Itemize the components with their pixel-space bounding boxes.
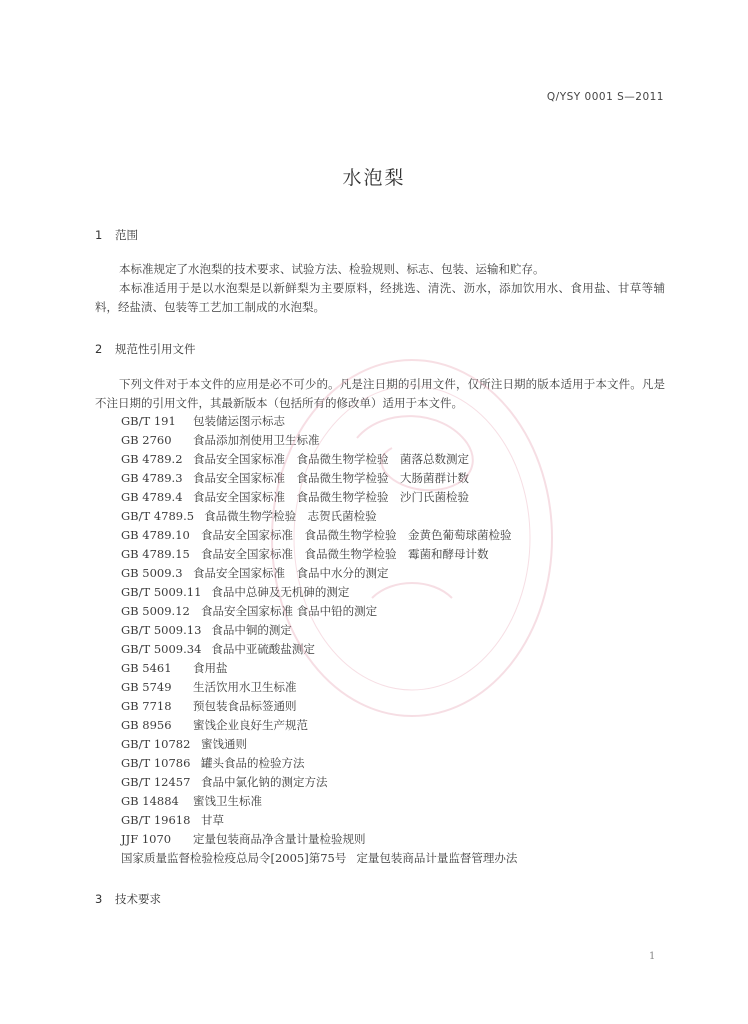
reference-code: GB 5461 (121, 661, 172, 675)
reference-code: GB/T 5009.11 (121, 585, 202, 599)
reference-name: 食品中氯化钠的测定方法 (201, 775, 328, 789)
section-number: 1 (95, 228, 103, 242)
reference-name: 食品安全国家标准 食品微生物学检验 沙门氏菌检验 (193, 490, 469, 504)
reference-code: GB 2760 (121, 433, 172, 447)
section-2-heading (95, 341, 196, 357)
reference-item (121, 621, 681, 640)
reference-name: 生活饮用水卫生标准 (193, 680, 297, 694)
reference-item (121, 811, 681, 830)
reference-name: 罐头食品的检验方法 (201, 756, 305, 770)
reference-item (121, 678, 681, 697)
section-title: 技术要求 (115, 892, 161, 906)
reference-item (121, 602, 681, 621)
reference-code: GB 5749 (121, 680, 172, 694)
reference-name: 食品安全国家标准 食品微生物学检验 大肠菌群计数 (193, 471, 469, 485)
reference-name: 蜜饯企业良好生产规范 (193, 718, 308, 732)
reference-item (121, 545, 681, 564)
reference-name: 食品中亚硫酸盐测定 (211, 642, 315, 656)
reference-code: GB/T 5009.13 (121, 623, 202, 637)
reference-code: GB 5009.12 (121, 604, 190, 618)
reference-name: 食品安全国家标准 食品微生物学检验 霉菌和酵母计数 (201, 547, 489, 561)
reference-name: 食品安全国家标准 食品中水分的测定 (193, 566, 389, 580)
reference-code: GB/T 19618 (121, 813, 191, 827)
reference-name: 食品中总砷及无机砷的测定 (211, 585, 350, 599)
reference-name: 甘草 (201, 813, 224, 827)
reference-code: GB 4789.4 (121, 490, 183, 504)
reference-name: 预包装食品标签通则 (193, 699, 297, 713)
reference-item (121, 412, 681, 431)
reference-name: 食品安全国家标准 食品微生物学检验 菌落总数测定 (193, 452, 469, 466)
reference-item (121, 697, 681, 716)
reference-code: GB/T 4789.5 (121, 509, 195, 523)
reference-code: GB 5009.3 (121, 566, 183, 580)
reference-item (121, 735, 681, 754)
reference-item (121, 507, 681, 526)
reference-item (121, 640, 681, 659)
page-number: 1 (649, 951, 656, 962)
reference-item (121, 488, 681, 507)
reference-name: 食品中铜的测定 (211, 623, 292, 637)
reference-code: GB 4789.10 (121, 528, 190, 542)
reference-item (121, 431, 681, 450)
reference-name: 定量包装商品净含量计量检验规则 (193, 832, 366, 846)
reference-item (121, 830, 681, 849)
reference-item (121, 583, 681, 602)
reference-code: GB 4789.2 (121, 452, 183, 466)
reference-code: GB 4789.3 (121, 471, 183, 485)
reference-name: 食品添加剂使用卫生标准 (193, 433, 320, 447)
reference-name: 食用盐 (193, 661, 228, 675)
paragraph: 本标准适用于是以水泡梨是以新鲜梨为主要原料，经挑选、清洗、沥水，添加饮用水、食用盐、甘草等辅料，经盐渍、包装等工艺加工制成的水泡梨。 (95, 281, 665, 314)
reference-name: 食品安全国家标准 食品微生物学检验 金黄色葡萄球菌检验 (201, 528, 512, 542)
reference-item (121, 659, 681, 678)
reference-code: GB/T 10786 (121, 756, 191, 770)
reference-code: GB/T 12457 (121, 775, 191, 789)
reference-name: 食品微生物学检验 志贺氏菌检验 (204, 509, 377, 523)
reference-name: 蜜饯通则 (201, 737, 247, 751)
reference-item (121, 450, 681, 469)
section-3-heading (95, 891, 161, 907)
section-1-heading (95, 227, 138, 243)
reference-item (121, 773, 681, 792)
section-title: 范围 (115, 228, 138, 242)
reference-code: GB 14884 (121, 794, 179, 808)
reference-item (121, 849, 681, 868)
reference-item (121, 564, 681, 583)
reference-code: GB/T 10782 (121, 737, 191, 751)
reference-item (121, 754, 681, 773)
reference-code: GB/T 5009.34 (121, 642, 202, 656)
reference-list (121, 412, 681, 868)
paragraph: 下列文件对于本文件的应用是必不可少的。凡是注日期的引用文件，仅所注日期的版本适用于本文件。凡是不注日期的引用文件，其最新版本（包括所有的修改单）适用于本文件。 (95, 377, 665, 410)
reference-code: GB 4789.15 (121, 547, 190, 561)
reference-item (121, 792, 681, 811)
section-number: 2 (95, 342, 103, 356)
reference-item (121, 469, 681, 488)
paragraph: 本标准规定了水泡梨的技术要求、试验方法、检验规则、标志、包装、运输和贮存。 (119, 262, 545, 276)
reference-code: GB 7718 (121, 699, 172, 713)
section-title: 规范性引用文件 (115, 342, 196, 356)
reference-code: 国家质量监督检验检疫总局令[2005]第75号 (121, 851, 347, 865)
standard-code: Q/YSY 0001 S—2011 (546, 91, 664, 103)
reference-item (121, 716, 681, 735)
document-title: 水泡梨 (342, 167, 406, 189)
reference-item (121, 526, 681, 545)
reference-name: 食品安全国家标准 食品中铅的测定 (201, 604, 378, 618)
reference-code: GB 8956 (121, 718, 172, 732)
reference-code: JJF 1070 (121, 832, 172, 846)
section-number: 3 (95, 892, 103, 906)
reference-name: 包装储运图示标志 (193, 414, 285, 428)
reference-name: 蜜饯卫生标准 (193, 794, 262, 808)
reference-name: 定量包装商品计量监督管理办法 (356, 851, 518, 865)
reference-code: GB/T 191 (121, 414, 176, 428)
